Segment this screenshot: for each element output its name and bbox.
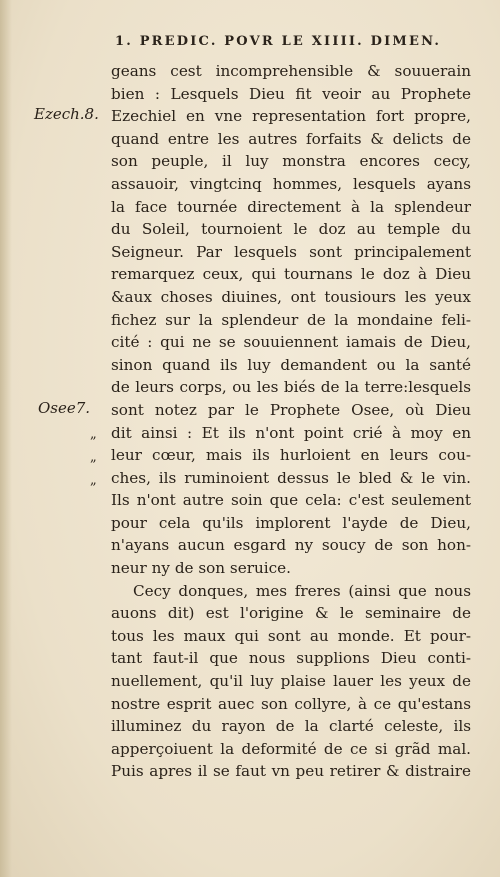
quote-mark: „ (90, 427, 97, 442)
text-line: apperçoiuent la deformité de ce si grãd mal. (111, 739, 471, 758)
text-line: n'ayans aucun esgard ny soucy de son hon- (111, 536, 471, 555)
text-line: Ezechiel en vne representation fort propre, (111, 107, 471, 126)
text-line: Ils n'ont autre soin que cela: c'est seulement (111, 491, 471, 510)
text-line: bien : Lesquels Dieu fit veoir au Prophete (111, 84, 471, 103)
margin-note-osee: Osee7. (38, 399, 91, 417)
text-line: neur ny de son seruice. (111, 559, 291, 578)
text-line: Puis apres il se faut vn peu retirer & distraire (111, 762, 471, 781)
text-line: leur cœur, mais ils hurloient en leurs cou- (111, 446, 471, 465)
text-line: sinon quand ils luy demandent ou la santé (111, 355, 471, 374)
text-line: Cecy donques, mes freres (ainsi que nous (133, 581, 471, 600)
text-line: de leurs corps, ou les biés de la terre:lesquels (111, 378, 471, 397)
text-line: pour cela qu'ils implorent l'ayde de Dieu, (111, 513, 471, 532)
text-line: remarquez ceux, qui tournans le doz à Dieu (111, 265, 471, 284)
text-line: dit ainsi : Et ils n'ont point crié à moy en (111, 423, 471, 442)
text-line: son peuple, il luy monstra encores cecy, (111, 152, 471, 171)
running-head: 1. PREDIC. POVR LE XIIII. DIMEN. (115, 34, 442, 49)
quote-mark: „ (90, 450, 97, 465)
text-line: Seigneur. Par lesquels sont principalement (111, 242, 471, 261)
text-line: la face tournée directement à la splendeur (111, 197, 471, 216)
quote-mark: „ (90, 473, 97, 488)
margin-note-ezech: Ezech.8. (34, 105, 99, 123)
text-line: auons dit) est l'origine & le seminaire de (111, 604, 471, 623)
body-text (111, 60, 471, 783)
text-line: nostre esprit auec son collyre, à ce qu'estans (111, 694, 471, 713)
page-gutter-shadow (0, 0, 12, 877)
text-line: tant faut-il que nous supplions Dieu conti- (111, 649, 471, 668)
text-line: du Soleil, tournoient le doz au temple du (111, 220, 471, 239)
text-line: assauoir, vingtcinq hommes, lesquels ayans (111, 174, 471, 193)
text-line: cité : qui ne se souuiennent iamais de Dieu, (111, 333, 471, 352)
text-line: sont notez par le Prophete Osee, où Dieu (111, 400, 471, 419)
text-line: ches, ils ruminoient dessus le bled & le vin. (111, 468, 471, 487)
text-line: quand entre les autres forfaits & delicts de (111, 129, 471, 148)
text-line: geans cest incomprehensible & souuerain (111, 62, 471, 80)
text-line: illuminez du rayon de la clarté celeste, ils (111, 717, 471, 736)
text-line: tous les maux qui sont au monde. Et pour- (111, 626, 471, 645)
text-line: nuellement, qu'il luy plaise lauer les yeux de (111, 672, 471, 691)
text-line: &aux choses diuines, ont tousiours les yeux (111, 287, 471, 306)
text-line: fichez sur la splendeur de la mondaine feli- (111, 310, 471, 329)
